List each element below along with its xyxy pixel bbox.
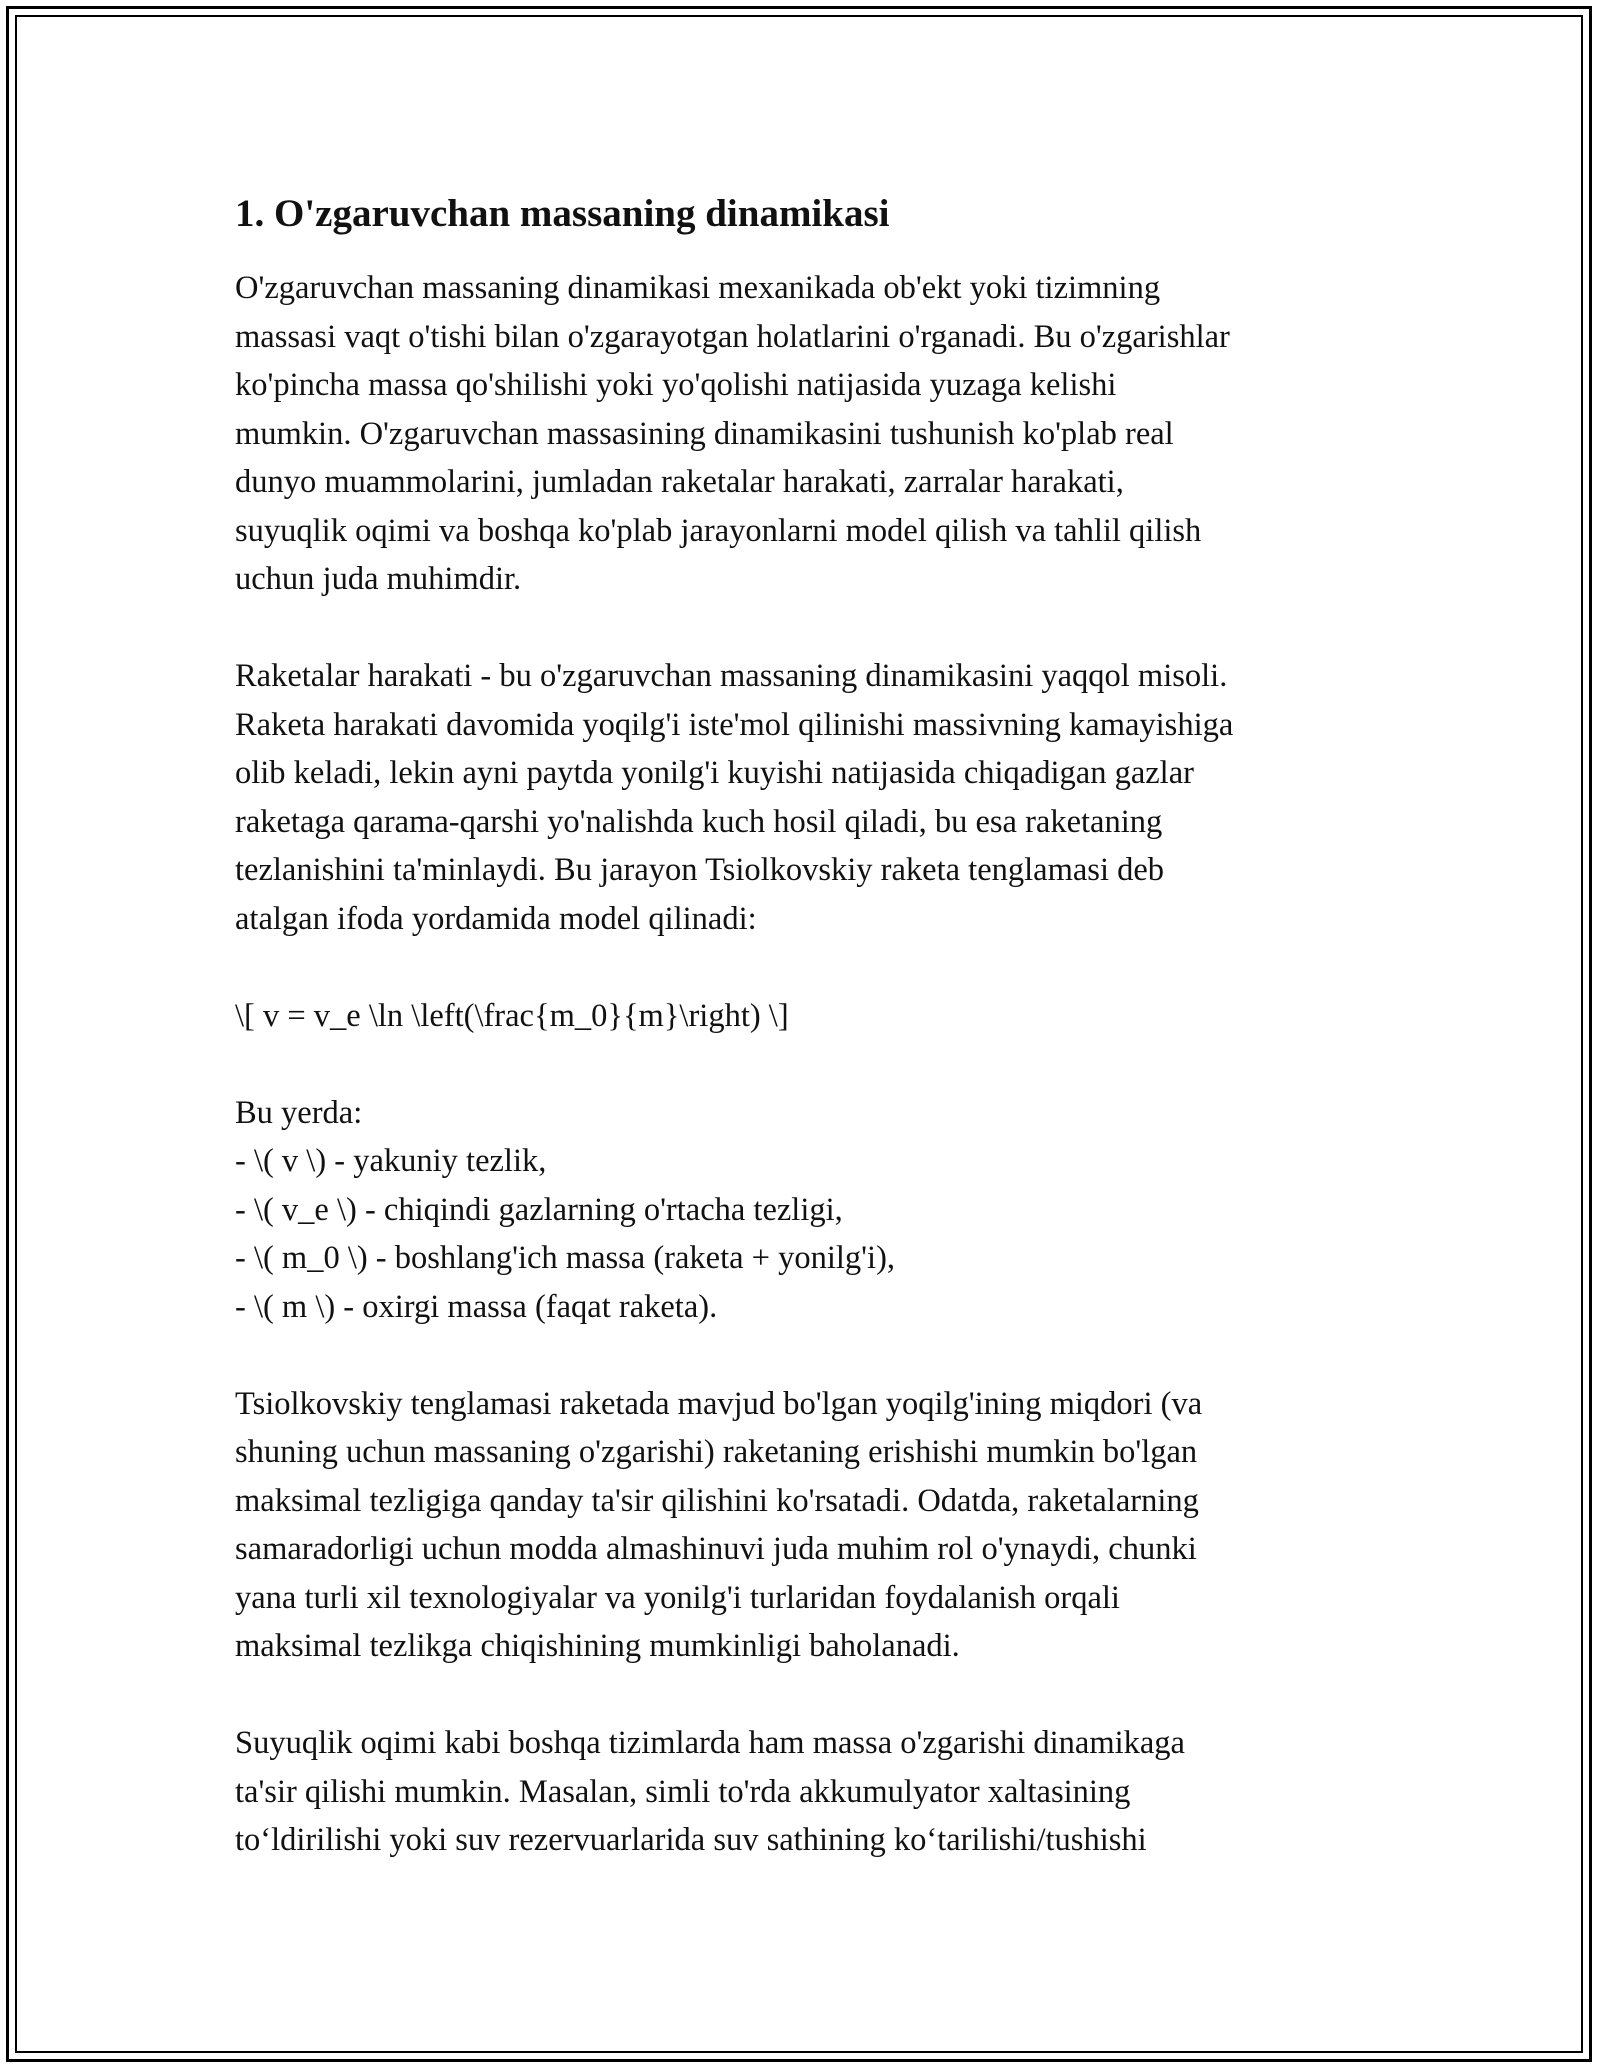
text-line: suyuqlik oqimi va boshqa ko'plab jarayonlarni model qilish va tahlil qilish [235,512,1202,549]
text-line: maksimal tezlikga chiqishining mumkinligi baholanadi. [235,1628,960,1664]
text-line: to‘ldirilishi yoki suv rezervuarlarida suv sathining ko‘tarilishi/tushishi [235,1822,1147,1858]
text-line: ko'pincha massa qo'shilishi yoki yo'qolishi natijasida yuzaga kelishi [235,367,1117,403]
text-line: raketaga qarama-qarshi yo'nalishda kuch hosil qiladi, bu esa raketaning [235,803,1163,840]
text-line: yana turli xil texnologiyalar va yonilg'i turlaridan foydalanish orqali [235,1579,1120,1616]
paragraph-gap [235,1671,1375,1720]
text-line: Tsiolkovskiy tenglamasi raketada mavjud bo'lgan yoqilg'ining miqdori (va [235,1385,1203,1422]
formula-block [235,992,1375,1041]
definition-item: - \( m_0 \) - boshlang'ich massa (raketa + yonilg'i), [235,1240,896,1276]
definition-item: - \( m \) - oxirgi massa (faqat raketa). [235,1288,718,1325]
text-line: maksimal tezligiga qanday ta'sir qilishini ko'rsatadi. Odatda, raketalarning [235,1482,1199,1519]
text-line: shuning uchun massaning o'zgarishi) raketaning erishishi mumkin bo'lgan [235,1434,1198,1470]
text-line: samaradorligi uchun modda almashinuvi juda muhim rol o'ynaydi, chunki [235,1531,1197,1567]
paragraph-gap [235,943,1375,992]
definition-item: - \( v_e \) - chiqindi gazlarning o'rtacha tezligi, [235,1191,843,1228]
paragraph-rocket-motion [235,652,1375,943]
definition-item: - \( v \) - yakuniy tezlik, [235,1143,547,1179]
text-line: atalgan ifoda yordamida model qilinadi: [235,900,757,937]
paragraph-intro [235,264,1375,604]
definitions-intro: Bu yerda: [235,1094,363,1131]
paragraph-fluid-flow [235,1719,1375,1865]
text-line: massasi vaqt o'tishi bilan o'zgarayotgan holatlarini o'rganadi. Bu o'zgarishlar [235,318,1230,355]
paragraph-tsiolkovsky [235,1380,1375,1671]
text-line: olib keladi, lekin ayni paytda yonilg'i kuyishi natijasida chiqadigan gazlar [235,755,1194,791]
text-line: Raketa harakati davomida yoqilg'i iste'mol qilinishi massivning kamayishiga [235,706,1234,743]
text-line: Suyuqlik oqimi kabi boshqa tizimlarda ham massa o'zgarishi dinamikaga [235,1725,1185,1761]
text-line: tezlanishini ta'minlaydi. Bu jarayon Tsiolkovskiy raketa tenglamasi deb [235,852,1165,888]
text-line: Raketalar harakati - bu o'zgaruvchan massaning dinamikasini yaqqol misoli. [235,658,1228,694]
document-body [235,188,1375,1865]
paragraph-gap [235,1040,1375,1089]
section-heading: 1. O'zgaruvchan massaning dinamikasi [235,192,890,235]
variable-definitions [235,1089,1375,1332]
paragraph-gap [235,604,1375,653]
text-line: ta'sir qilishi mumkin. Masalan, simli to'rda akkumulyator xaltasining [235,1773,1131,1810]
text-line: uchun juda muhimdir. [235,561,522,597]
text-line: mumkin. O'zgaruvchan massasining dinamikasini tushunish ko'plab real [235,415,1174,452]
paragraph-gap [235,1331,1375,1380]
text-line: dunyo muammolarini, jumladan raketalar harakati, zarralar harakati, [235,464,1124,500]
formula-text: \[ v = v_e \ln \left(\frac{m_0}{m}\right) \] [235,997,789,1034]
text-line: O'zgaruvchan massaning dinamikasi mexanikada ob'ekt yoki tizimning [235,270,1161,306]
